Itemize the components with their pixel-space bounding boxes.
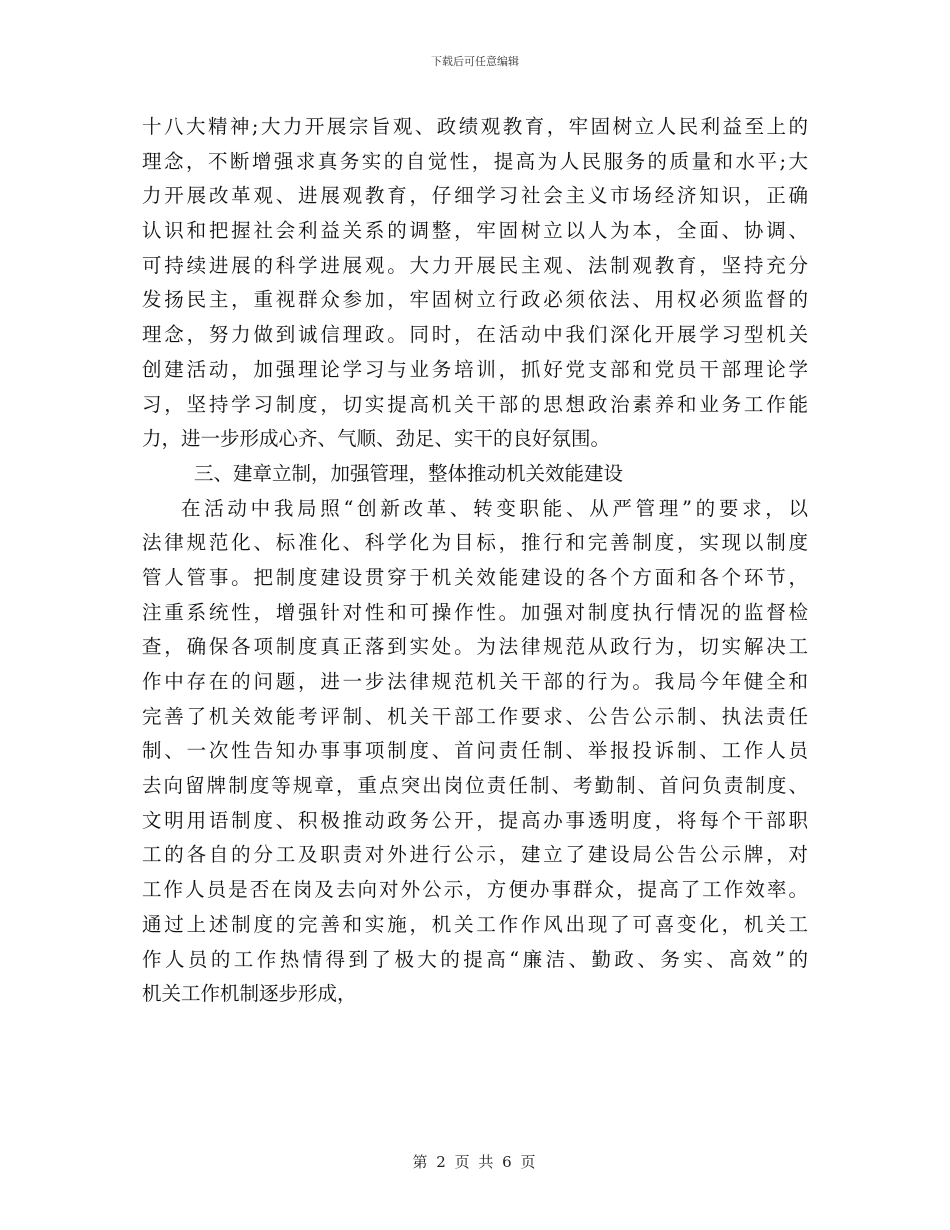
paragraph-line: 机关工作机制逐步形成， (142, 982, 357, 1006)
paragraph-line: 工的各自的分工及职责对外进行公示，建立了建设局公告公示牌，对 (142, 843, 808, 867)
paragraph-line: 去向留牌制度等规章，重点突出岗位责任制、考勤制、首问负责制度、 (142, 774, 808, 798)
body-line: 理念，努力做到诚信理政。同时，在活动中我们深化开展学习型机关 (142, 323, 808, 347)
paragraph-line: 作人员的工作热情得到了极大的提高“廉洁、勤政、务实、高效”的 (142, 947, 808, 971)
paragraph-line: 工作人员是否在岗及去向对外公示，方便办事群众，提高了工作效率。 (142, 878, 808, 902)
page-number-footer: 第 2 页 共 6 页 (412, 1153, 538, 1171)
paragraph-line: 完善了机关效能考评制、机关干部工作要求、公告公示制、执法责任 (142, 704, 808, 728)
paragraph-line: 通过上述制度的完善和实施，机关工作作风出现了可喜变化，机关工 (142, 912, 808, 936)
body-line: 创建活动，加强理论学习与业务培训，抓好党支部和党员干部理论学 (142, 357, 808, 381)
body-line: 力，进一步形成心齐、气顺、劲足、实干的良好氛围。 (142, 427, 611, 451)
body-line: 十八大精神;大力开展宗旨观、政绩观教育，牢固树立人民利益至上的 (142, 115, 808, 138)
section-heading: 三、建章立制，加强管理，整体推动机关效能建设 (194, 461, 624, 485)
body-line: 发扬民主，重视群众参加，牢固树立行政必须依法、用权必须监督的 (142, 288, 808, 312)
paragraph-line: 在活动中我局照“创新改革、转变职能、从严管理”的要求，以 (181, 496, 808, 520)
body-line: 认识和把握社会利益关系的调整，牢固树立以人为本，全面、协调、 (142, 219, 808, 243)
body-line: 力开展改革观、进展观教育，仔细学习社会主义市场经济知识，正确 (142, 184, 808, 208)
paragraph-line: 作中存在的问题，进一步法律规范机关干部的行为。我局今年健全和 (142, 670, 808, 693)
body-line: 习，坚持学习制度，切实提高机关干部的思想政治素养和业务工作能 (142, 392, 808, 416)
paragraph-line: 制、一次性告知办事事项制度、首问责任制、举报投诉制、工作人员 (142, 739, 808, 763)
paragraph-line: 查，确保各项制度真正落到实处。为法律规范从政行为，切实解决工 (142, 635, 808, 659)
paragraph-line: 管人管事。把制度建设贯穿于机关效能建设的各个方面和各个环节， (142, 565, 808, 589)
body-line: 可持续进展的科学进展观。大力开展民主观、法制观教育，坚持充分 (142, 253, 808, 277)
body-line: 理念，不断增强求真务实的自觉性，提高为人民服务的质量和水平;大 (142, 149, 808, 173)
document-body (142, 110, 808, 1012)
paragraph-line: 法律规范化、标准化、科学化为目标，推行和完善制度，实现以制度 (142, 531, 808, 555)
paragraph-line: 文明用语制度、积极推动政务公开，提高办事透明度，将每个干部职 (142, 808, 808, 832)
page-header: 下载后可任意编辑 (431, 55, 519, 68)
paragraph-line: 注重系统性，增强针对性和可操作性。加强对制度执行情况的监督检 (142, 600, 808, 624)
